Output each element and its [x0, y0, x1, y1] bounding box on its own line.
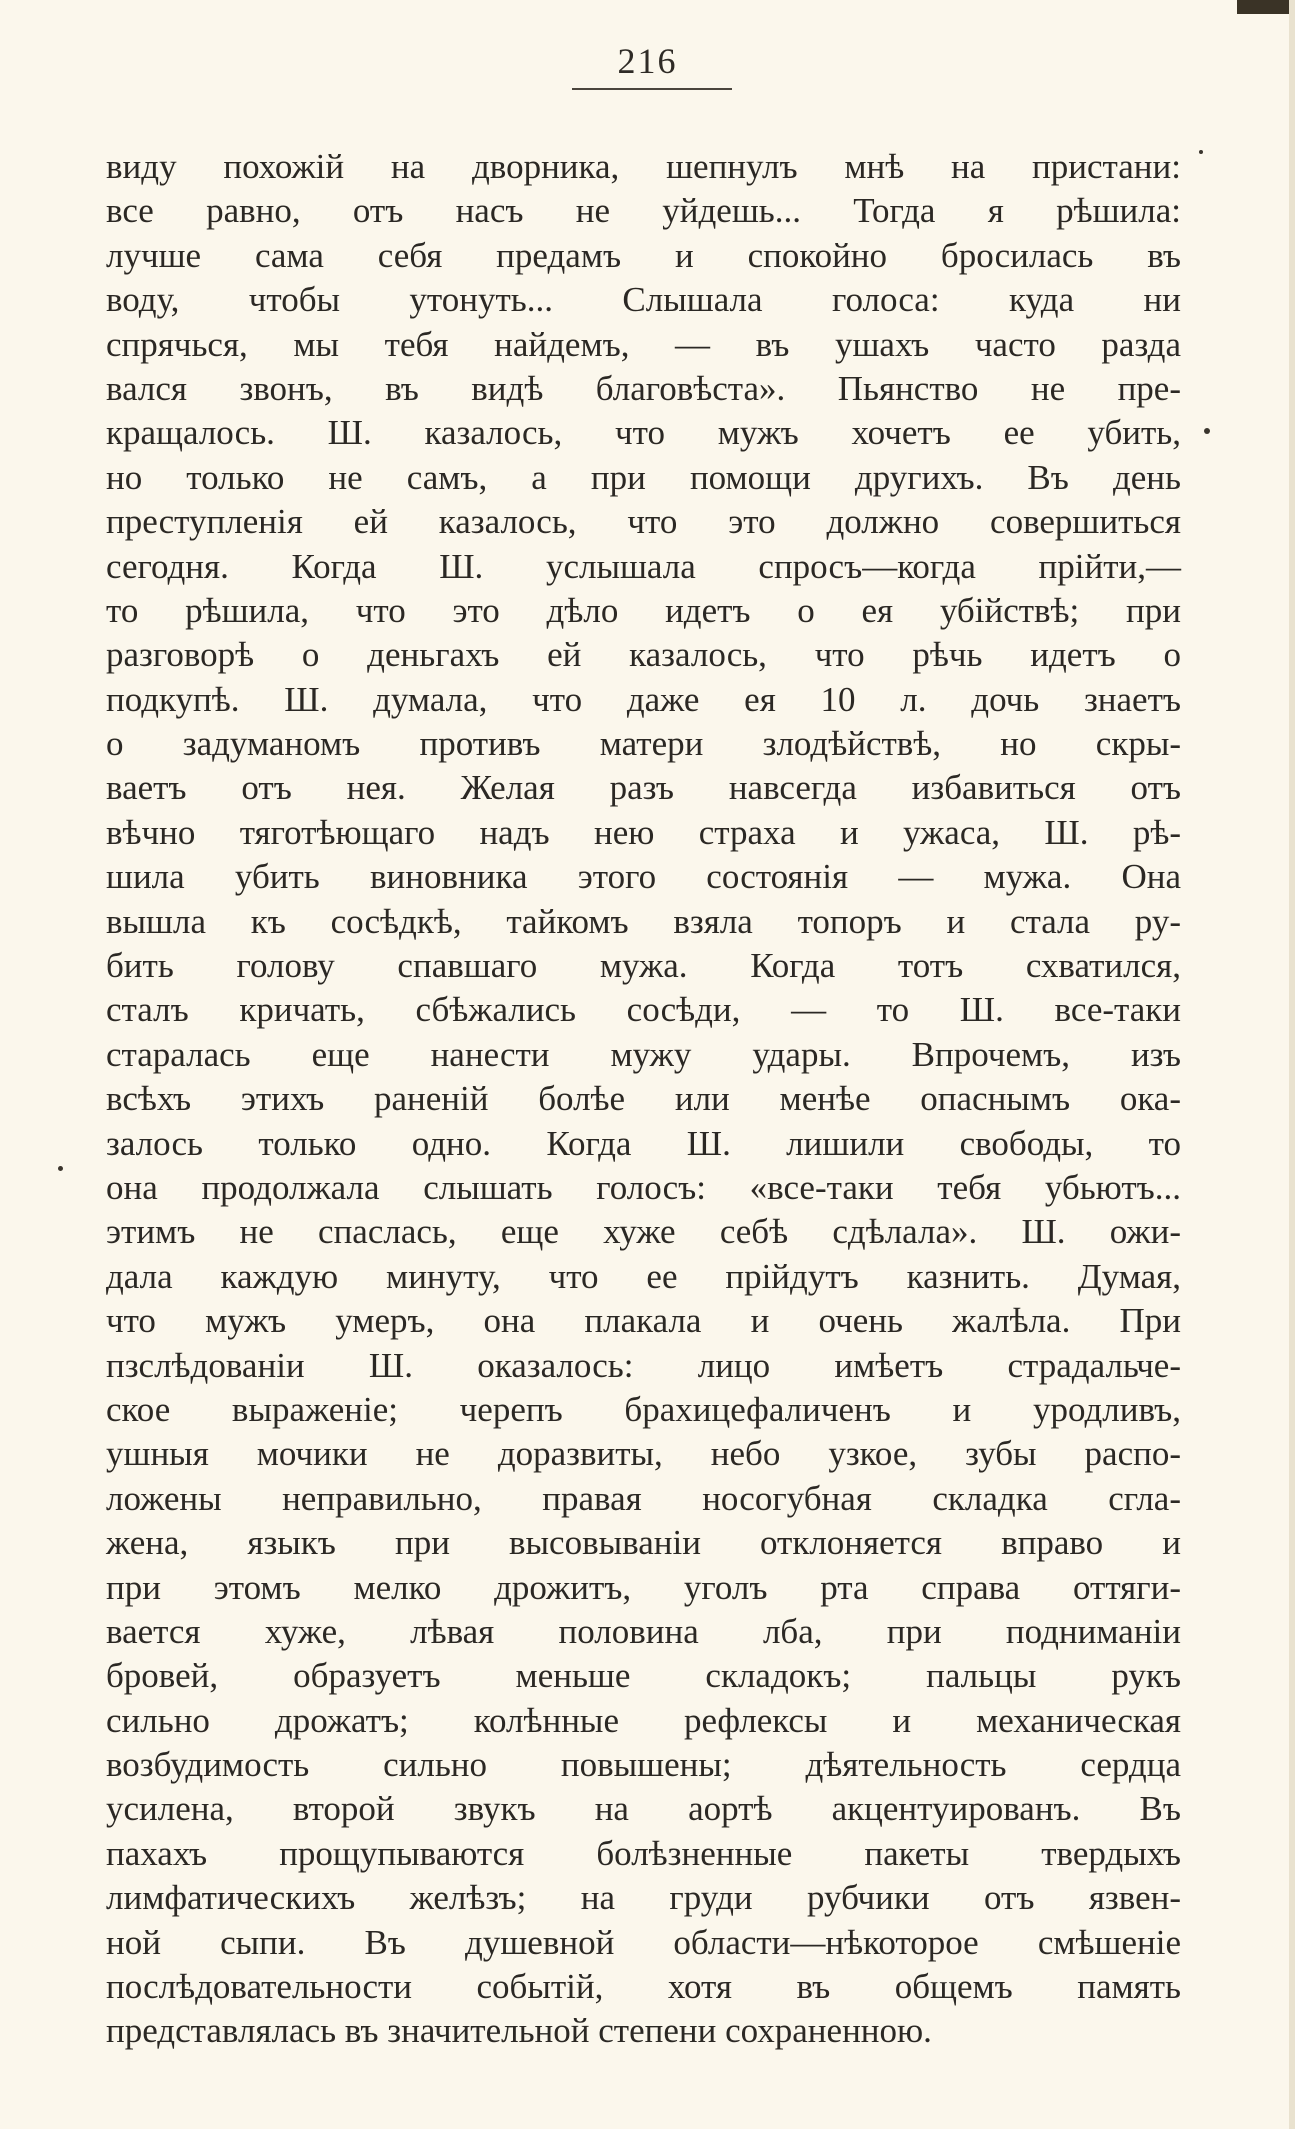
text-line: спрячься, мы тебя найдемъ, — въ ушахъ часто разда — [106, 324, 1181, 364]
page-edge — [1289, 0, 1295, 2129]
text-line: этимъ не спаслась, еще хуже себѣ сдѣлала». Ш. ожи- — [106, 1212, 1181, 1252]
ink-speck — [1204, 428, 1210, 434]
text-line: старалась еще нанести мужу удары. Впрочемъ, изъ — [106, 1034, 1181, 1074]
text-line: усилена, второй звукъ на аортѣ акцентуированъ. Въ — [106, 1789, 1181, 1829]
text-line: ское выраженіе; черепъ брахицефаличенъ и уродливъ, — [106, 1389, 1181, 1429]
text-line: возбудимость сильно повышены; дѣятельность сердца — [106, 1745, 1181, 1785]
text-line: при этомъ мелко дрожитъ, уголъ рта справа оттяги- — [106, 1567, 1181, 1607]
text-line: ной сыпи. Въ душевной области—нѣкоторое смѣшеніе — [106, 1922, 1181, 1962]
text-line: вѣчно тяготѣющаго надъ нею страха и ужаса, Ш. рѣ- — [106, 812, 1181, 852]
text-line: она продолжала слышать голосъ: «все-таки тебя убьютъ... — [106, 1167, 1181, 1207]
text-line: дала каждую минуту, что ее прійдутъ казнить. Думая, — [106, 1256, 1181, 1296]
text-line: всѣхъ этихъ раненій болѣе или менѣе опаснымъ ока- — [106, 1079, 1181, 1119]
page-number: 216 — [617, 41, 678, 81]
text-line: вышла къ сосѣдкѣ, тайкомъ взяла топоръ и стала ру- — [106, 901, 1181, 941]
text-line: кращалось. Ш. казалось, что мужъ хочетъ ее убить, — [106, 413, 1181, 453]
header-rule — [572, 88, 732, 90]
ink-speck — [1199, 150, 1203, 154]
text-line: ушныя мочики не доразвиты, небо узкое, зубы распо- — [106, 1434, 1181, 1474]
text-line: виду похожій на дворника, шепнулъ мнѣ на пристани: — [106, 147, 1181, 186]
text-line: пахахъ прощупываются болѣзненные пакеты твердыхъ — [106, 1833, 1181, 1873]
ink-speck — [58, 1166, 63, 1171]
text-line: лимфатическихъ желѣзъ; на груди рубчики отъ язвен- — [106, 1878, 1181, 1918]
text-line: бить голову спавшаго мужа. Когда тотъ схватился, — [106, 946, 1181, 986]
text-line: вался звонъ, въ видѣ благовѣста». Пьянство не пре- — [106, 368, 1181, 408]
text-line: то рѣшила, что это дѣло идетъ о ея убійствѣ; при — [106, 590, 1181, 630]
text-line: пзслѣдованіи Ш. оказалось: лицо имѣетъ страдальче- — [106, 1345, 1181, 1385]
text-line: преступленія ей казалось, что это должно совершиться — [106, 502, 1181, 542]
text-line: лучше сама себя предамъ и спокойно бросилась въ — [106, 235, 1181, 275]
text-line: но только не самъ, а при помощи другихъ. Въ день — [106, 457, 1181, 497]
text-line: ложены неправильно, правая носогубная складка сгла- — [106, 1478, 1181, 1518]
text-line: сталъ кричать, сбѣжались сосѣди, — то Ш. все-таки — [106, 990, 1181, 1030]
text-line: вается хуже, лѣвая половина лба, при подниманіи — [106, 1611, 1181, 1651]
text-line: сегодня. Когда Ш. услышала спросъ—когда прійти,— — [106, 546, 1181, 586]
text-line: подкупѣ. Ш. думала, что даже ея 10 л. дочь знаетъ — [106, 679, 1181, 719]
text-line: воду, чтобы утонуть... Слышала голоса: куда ни — [106, 280, 1181, 320]
text-line: все равно, отъ насъ не уйдешь... Тогда я рѣшила: — [106, 191, 1181, 231]
text-line: жена, языкъ при высовываніи отклоняется вправо и — [106, 1523, 1181, 1563]
text-line: ваетъ отъ нея. Желая разъ навсегда избавиться отъ — [106, 768, 1181, 808]
text-line: о задуманомъ противъ матери злодѣйствѣ, но скры- — [106, 724, 1181, 764]
text-line: представлялась въ значительной степени сохраненною. — [106, 2011, 932, 2051]
text-line: послѣдовательности событій, хотя въ общемъ память — [106, 1967, 1181, 2007]
text-line: разговорѣ о деньгахъ ей казалось, что рѣчь идетъ о — [106, 635, 1181, 675]
page-corner-shadow — [1237, 0, 1295, 14]
text-line: шила убить виновника этого состоянія — мужа. Она — [106, 857, 1181, 897]
body-text — [106, 145, 1181, 2054]
text-line: бровей, образуетъ меньше складокъ; пальцы рукъ — [106, 1656, 1181, 1696]
text-line: сильно дрожатъ; колѣнные рефлексы и механическая — [106, 1700, 1181, 1740]
text-line: залось только одно. Когда Ш. лишили свободы, то — [106, 1123, 1181, 1163]
text-line: что мужъ умеръ, она плакала и очень жалѣла. При — [106, 1301, 1181, 1341]
